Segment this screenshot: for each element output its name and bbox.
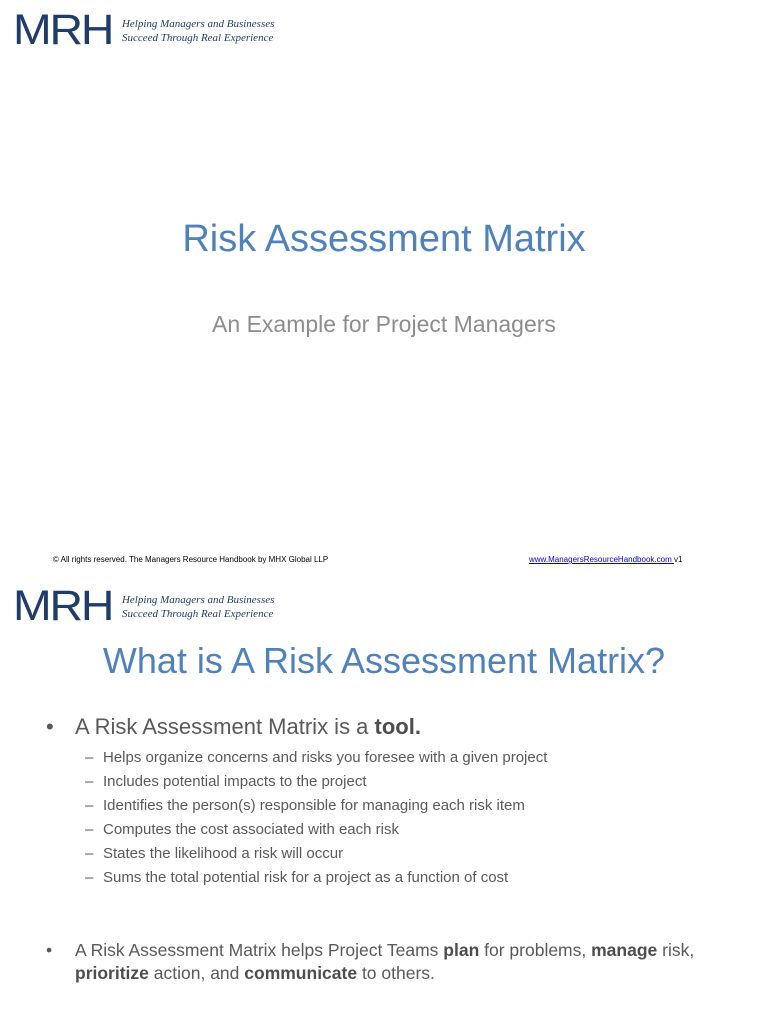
list-item: – Computes the cost associated with each risk (85, 818, 547, 842)
text-run: for problems, (479, 940, 592, 960)
logo-mark: MRH (13, 582, 113, 630)
bold-run: communicate (244, 963, 358, 983)
list-item: – Sums the total potential risk for a project as a function of cost (85, 866, 547, 890)
bold-run: plan (443, 940, 480, 960)
sub-bullet-list (85, 746, 547, 890)
copyright-footer: © All rights reserved. The Managers Resource Handbook by MHX Global LLP (53, 555, 329, 564)
bullet-helps (46, 939, 726, 985)
tagline-line-2: Succeed Through Real Experience (121, 31, 274, 44)
list-item-text: Computes the cost associated with each risk (103, 821, 399, 838)
logo-mark: MRH (13, 6, 113, 54)
list-item: – Includes potential impacts to the project (85, 770, 547, 794)
logo-tagline (122, 17, 274, 45)
tagline-line-1: Helping Managers and Businesses (121, 593, 275, 606)
bullet-tool (46, 714, 421, 740)
text-run: risk, (657, 940, 695, 960)
slide-2-title: What is A Risk Assessment Matrix? (102, 640, 666, 681)
website-link[interactable]: www.ManagersResourceHandbook.com (529, 555, 674, 564)
tagline-line-1: Helping Managers and Businesses (121, 17, 275, 30)
mrh-logo (13, 582, 275, 630)
bullet-dot: • (46, 714, 54, 739)
list-item-text: States the likelihood a risk will occur (103, 845, 344, 862)
slide-subtitle: An Example for Project Managers (212, 311, 556, 337)
bullet-helps-text (75, 939, 726, 985)
logo-tagline (122, 593, 274, 621)
text-run: to others. (357, 963, 435, 983)
list-item: – States the likelihood a risk will occur (85, 842, 547, 866)
mrh-logo (13, 6, 275, 54)
footer-link-area (529, 555, 682, 564)
list-item-text: Sums the total potential risk for a project as a function of cost (103, 869, 509, 886)
bullet-text-bold: tool. (374, 714, 421, 739)
tagline-line-2: Succeed Through Real Experience (121, 607, 274, 620)
text-run: action, and (148, 963, 245, 983)
bullet-dot: • (46, 940, 53, 960)
text-run: A Risk Assessment Matrix helps Project Teams (75, 940, 444, 960)
bullet-text (75, 714, 421, 740)
bullet-text-prefix: A Risk Assessment Matrix is a (75, 714, 375, 739)
bold-run: prioritize (75, 963, 149, 983)
list-item-text: Includes potential impacts to the project (103, 773, 367, 790)
list-item-text: Identifies the person(s) responsible for managing each risk item (103, 797, 525, 814)
version-label: v1 (673, 555, 683, 564)
list-item: – Identifies the person(s) responsible for managing each risk item (85, 794, 547, 818)
bold-run: manage (591, 940, 658, 960)
list-item: – Helps organize concerns and risks you foresee with a given project (85, 746, 547, 770)
list-item-text: Helps organize concerns and risks you foresee with a given project (103, 749, 548, 766)
slide-title: Risk Assessment Matrix (182, 218, 586, 260)
